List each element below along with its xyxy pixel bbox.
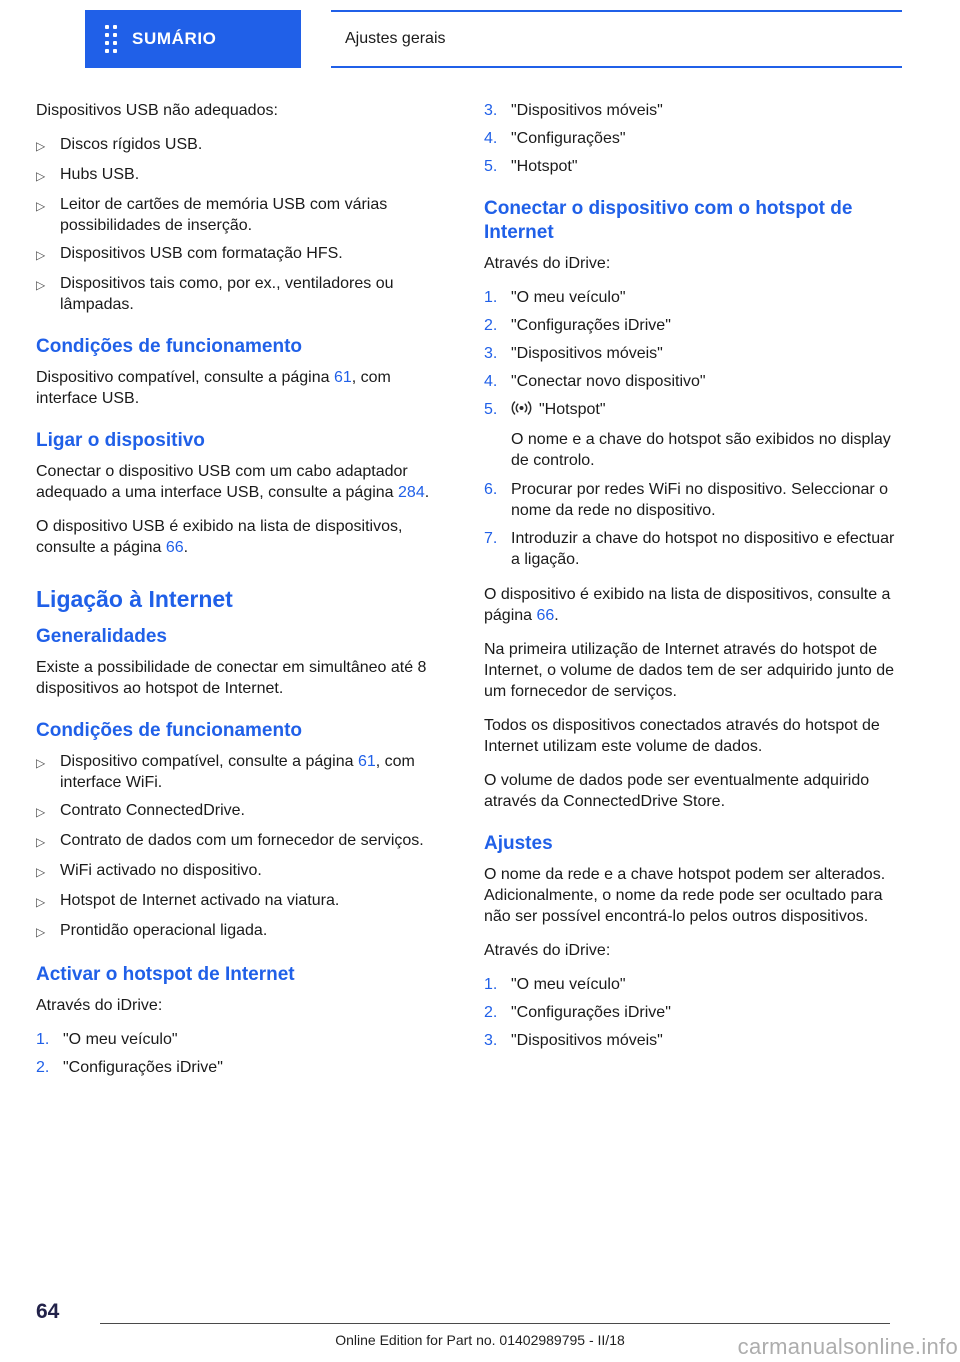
conectar-steps-list xyxy=(484,287,904,570)
numbered-step xyxy=(36,1029,456,1050)
paragraph-text: Conectar o dispositivo USB com um cabo adaptador adequado a uma interface USB, consulte a página xyxy=(36,463,408,501)
numbered-step xyxy=(484,1002,904,1023)
step-number: 3. xyxy=(484,102,498,119)
heading-generalidades: Generalidades xyxy=(36,626,167,647)
step-number: 1. xyxy=(36,1031,50,1048)
step-number: 2. xyxy=(484,1004,498,1021)
right-column xyxy=(484,100,904,1092)
toc-button[interactable] xyxy=(85,10,301,68)
section-title: Ajustes gerais xyxy=(345,30,446,47)
numbered-step xyxy=(484,1030,904,1051)
step-number: 5. xyxy=(484,401,498,418)
numbered-step xyxy=(484,974,904,995)
paragraph: Todos os dispositivos conectados através do hotspot de Internet utilizam este volume de dados. xyxy=(484,717,880,755)
section-title-box xyxy=(331,10,902,68)
page-number: 64 xyxy=(36,1300,60,1323)
paragraph-text: . xyxy=(183,539,189,556)
bullet-text: WiFi activado no dispositivo. xyxy=(60,862,262,879)
activar-steps-list xyxy=(36,1029,456,1078)
heading-ajustes: Ajustes xyxy=(484,833,553,854)
step-text: "Configurações iDrive" xyxy=(511,1004,671,1021)
bullet-triangle-icon: ▷ xyxy=(36,248,46,262)
paragraph: O nome da rede e a chave hotspot podem ser alterados. Adicionalmente, o nome da rede pode ser ocultado para não ser possível encontrá-lo pelos outros dispositivos. xyxy=(484,866,886,925)
list-item xyxy=(36,273,456,315)
bullet-text: Hubs USB. xyxy=(60,166,140,183)
bullet-text: Dispositivos USB com formatação HFS. xyxy=(60,245,343,262)
list-item xyxy=(36,164,456,187)
paragraph xyxy=(484,584,904,626)
step-text: Procurar por redes WiFi no dispositivo. Seleccionar o nome da rede no dispositivo. xyxy=(511,481,889,519)
heading-condicoes-2: Condições de funcionamento xyxy=(36,720,303,741)
heading-condicoes-1: Condições de funcionamento xyxy=(36,336,303,357)
list-item xyxy=(36,194,456,236)
step-number: 4. xyxy=(484,130,498,147)
idrive-intro: Através do iDrive: xyxy=(484,942,611,959)
numbered-step xyxy=(484,287,904,308)
bullet-text: Dispositivos tais como, por ex., ventiladores ou lâmpadas. xyxy=(60,275,394,313)
heading-activar-hotspot: Activar o hotspot de Internet xyxy=(36,964,295,985)
step-text: "O meu veículo" xyxy=(63,1031,178,1048)
heading-ligacao-internet: Ligação à Internet xyxy=(36,586,233,612)
paragraph xyxy=(36,516,456,558)
paragraph: Na primeira utilização de Internet através do hotspot de Internet, o volume de dados tem de ser adquirido junto de um fornecedor de serviços. xyxy=(484,641,895,700)
toc-list-icon xyxy=(105,25,117,53)
list-item xyxy=(36,830,456,853)
numbered-step xyxy=(484,399,904,422)
step-text: "Configurações" xyxy=(511,130,626,147)
bullet-triangle-icon: ▷ xyxy=(36,169,46,183)
step-text: "Dispositivos móveis" xyxy=(511,102,663,119)
left-column xyxy=(36,100,456,1092)
usb-bullet-list xyxy=(36,134,456,315)
step-text: "Conectar novo dispositivo" xyxy=(511,373,706,390)
step-number: 2. xyxy=(484,317,498,334)
step-number: 4. xyxy=(484,373,498,390)
page-link[interactable]: 66 xyxy=(536,607,555,624)
bullet-triangle-icon: ▷ xyxy=(36,756,46,770)
bullet-triangle-icon: ▷ xyxy=(36,805,46,819)
numbered-step xyxy=(484,128,904,149)
hotspot-requirements-list xyxy=(36,751,456,943)
list-item xyxy=(36,890,456,913)
numbered-step xyxy=(484,479,904,521)
step-number: 7. xyxy=(484,530,498,547)
hotspot-icon xyxy=(511,400,532,422)
step-number: 2. xyxy=(36,1059,50,1076)
step-text: "O meu veículo" xyxy=(511,976,626,993)
step-number: 1. xyxy=(484,976,498,993)
step-number: 6. xyxy=(484,481,498,498)
list-item xyxy=(36,920,456,943)
numbered-step xyxy=(484,343,904,364)
step-number: 3. xyxy=(484,1032,498,1049)
bullet-triangle-icon: ▷ xyxy=(36,835,46,849)
list-item xyxy=(36,134,456,157)
paragraph-text: O dispositivo é exibido na lista de dispositivos, consulte a página xyxy=(484,586,891,624)
step-text: "Dispositivos móveis" xyxy=(511,1032,663,1049)
paragraph-text: Dispositivo compatível, consulte a página xyxy=(60,753,358,770)
bullet-text xyxy=(60,751,456,793)
page-link[interactable]: 284 xyxy=(398,484,425,501)
bullet-triangle-icon: ▷ xyxy=(36,278,46,292)
watermark: carmanualsonline.info xyxy=(737,1334,958,1359)
step-text: Introduzir a chave do hotspot no dispositivo e efectuar a ligação. xyxy=(511,530,895,568)
step-text: "Dispositivos móveis" xyxy=(511,345,663,362)
bullet-triangle-icon: ▷ xyxy=(36,199,46,213)
bullet-text: Contrato ConnectedDrive. xyxy=(60,802,245,819)
paragraph: Existe a possibilidade de conectar em simultâneo até 8 dispositivos ao hotspot de Internet. xyxy=(36,659,427,697)
step-text xyxy=(511,399,904,422)
list-item xyxy=(36,751,456,793)
list-item xyxy=(36,243,456,266)
bullet-text: Discos rígidos USB. xyxy=(60,136,203,153)
bullet-text: Leitor de cartões de memória USB com várias possibilidades de inserção. xyxy=(60,196,388,234)
numbered-step xyxy=(484,528,904,570)
heading-ligar-dispositivo: Ligar o dispositivo xyxy=(36,430,205,451)
bullet-triangle-icon: ▷ xyxy=(36,139,46,153)
numbered-step xyxy=(484,156,904,177)
edition-note: Online Edition for Part no. 01402989795 - II/18 xyxy=(335,1332,625,1348)
step-number: 1. xyxy=(484,289,498,306)
page-link[interactable]: 66 xyxy=(165,539,184,556)
toc-label: SUMÁRIO xyxy=(132,29,217,48)
numbered-step xyxy=(484,100,904,121)
bullet-text: Prontidão operacional ligada. xyxy=(60,922,268,939)
heading-conectar-hotspot: Conectar o dispositivo com o hotspot de Internet xyxy=(484,198,853,243)
step-text-label: "Hotspot" xyxy=(539,401,606,418)
paragraph-text: O dispositivo USB é exibido na lista de dispositivos, consulte a página xyxy=(36,518,403,556)
paragraph xyxy=(36,367,456,409)
hotspot-note: O nome e a chave do hotspot são exibidos no display de controlo. xyxy=(511,431,891,469)
numbered-step xyxy=(36,1057,456,1078)
idrive-intro: Através do iDrive: xyxy=(36,997,163,1014)
content-columns xyxy=(36,100,904,1092)
step-text: "Hotspot" xyxy=(511,158,578,175)
page-header xyxy=(85,10,902,68)
idrive-intro: Através do iDrive: xyxy=(484,255,611,272)
paragraph-text: , com interface WiFi. xyxy=(60,753,415,791)
page-link[interactable]: 61 xyxy=(333,369,352,386)
step-text: "Configurações iDrive" xyxy=(63,1059,223,1076)
activar-steps-continued xyxy=(484,100,904,177)
paragraph: O volume de dados pode ser eventualmente adquirido através da ConnectedDrive Store. xyxy=(484,772,870,810)
step-text: "Configurações iDrive" xyxy=(511,317,671,334)
ajustes-steps-list xyxy=(484,974,904,1051)
numbered-step xyxy=(484,315,904,336)
paragraph xyxy=(36,461,456,503)
paragraph-text: . xyxy=(554,607,559,624)
usb-intro-paragraph: Dispositivos USB não adequados: xyxy=(36,102,278,119)
step-number: 5. xyxy=(484,158,498,175)
paragraph-text: Dispositivo compatível, consulte a página xyxy=(36,369,334,386)
paragraph-text: , com interface USB. xyxy=(36,369,391,407)
bullet-text: Contrato de dados com um fornecedor de serviços. xyxy=(60,832,424,849)
footer-divider xyxy=(100,1323,890,1324)
step-number: 3. xyxy=(484,345,498,362)
numbered-step xyxy=(484,371,904,392)
paragraph-text: . xyxy=(424,484,430,501)
list-item xyxy=(36,860,456,883)
bullet-triangle-icon: ▷ xyxy=(36,895,46,909)
list-item xyxy=(36,800,456,823)
bullet-triangle-icon: ▷ xyxy=(36,865,46,879)
page-link[interactable]: 61 xyxy=(357,753,376,770)
bullet-triangle-icon: ▷ xyxy=(36,925,46,939)
step-text: "O meu veículo" xyxy=(511,289,626,306)
bullet-text: Hotspot de Internet activado na viatura. xyxy=(60,892,340,909)
